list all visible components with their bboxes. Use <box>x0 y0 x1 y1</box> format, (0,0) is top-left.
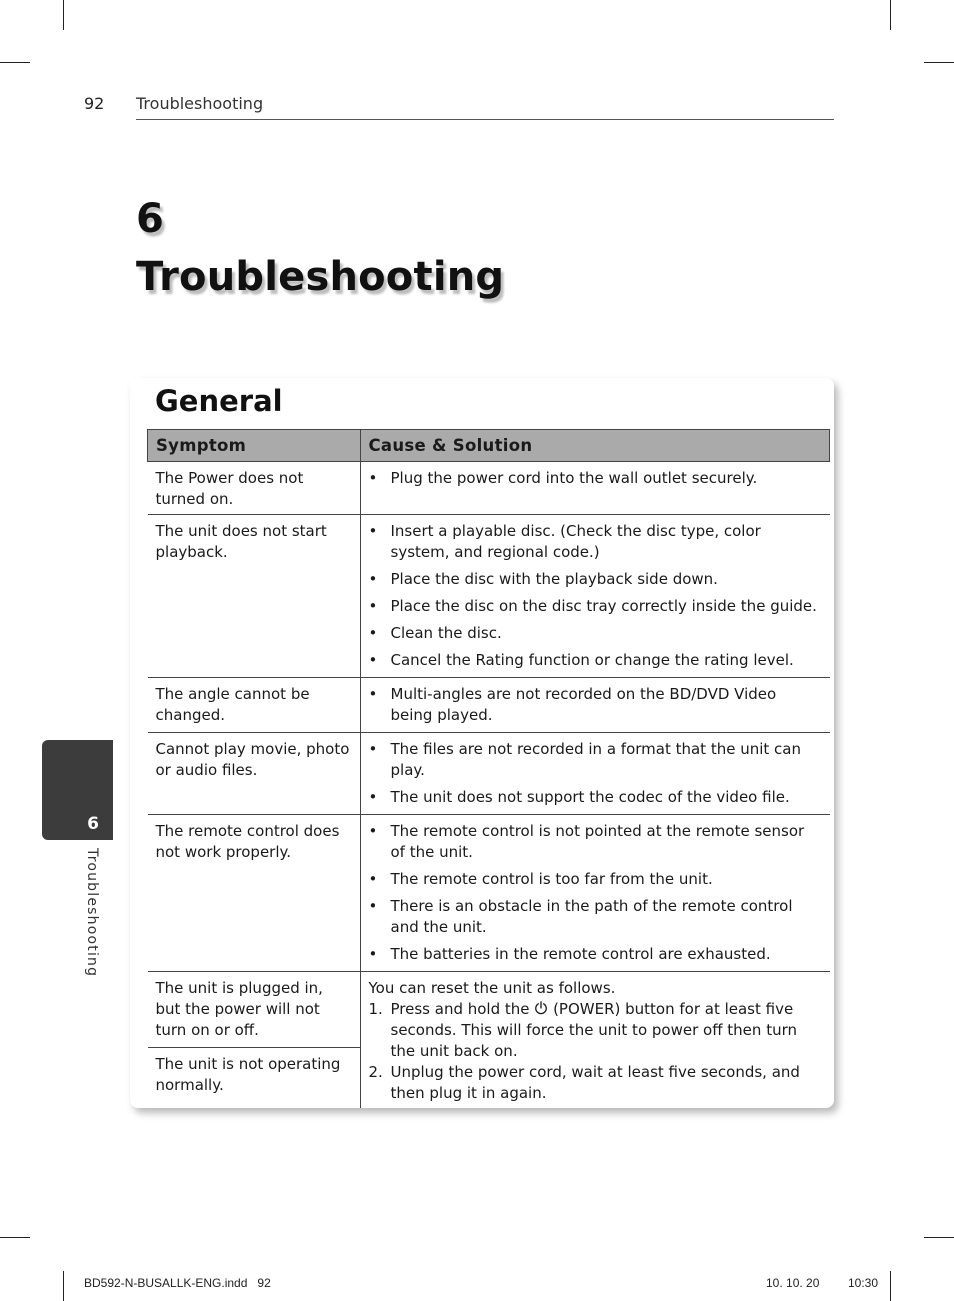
table-row <box>148 815 830 972</box>
crop-mark <box>0 1237 30 1238</box>
step-number: 2. <box>368 1063 383 1081</box>
table-row <box>148 733 830 815</box>
chapter-title: Troubleshooting <box>136 254 505 300</box>
reset-symptom: The unit is plugged in, but the power will not turn on or off. <box>155 979 323 1039</box>
crop-mark <box>63 1271 64 1301</box>
symptom-cell: Cannot play movie, photo or audio files. <box>148 733 361 815</box>
running-header-title: Troubleshooting <box>136 94 264 113</box>
cause-item: • Insert a playable disc. (Check the disc type, color system, and regional code.) <box>369 521 822 563</box>
table-row <box>148 972 830 1109</box>
table-header-row <box>148 430 830 462</box>
side-tab-label: Troubleshooting <box>84 848 100 978</box>
reset-step <box>369 1062 822 1104</box>
column-header-cause: Cause & Solution <box>360 430 830 462</box>
reset-step <box>369 999 822 1062</box>
cause-cell <box>360 462 830 515</box>
cause-item: • Cancel the Rating function or change the rating level. <box>369 650 822 671</box>
cause-item: • The remote control is too far from the unit. <box>369 869 822 890</box>
side-tab-number: 6 <box>87 814 99 834</box>
cause-cell <box>360 678 830 733</box>
symptom-cell: The angle cannot be changed. <box>148 678 361 733</box>
cause-item: • Multi-angles are not recorded on the BD/DVD Video being played. <box>369 684 822 726</box>
step-number: 1. <box>368 1000 383 1018</box>
step-text: Unplug the power cord, wait at least five seconds, and then plug it in again. <box>390 1063 800 1102</box>
column-header-symptom: Symptom <box>148 430 361 462</box>
crop-mark <box>924 1237 954 1238</box>
cause-cell <box>360 733 830 815</box>
crop-mark <box>63 0 64 30</box>
table-row <box>148 515 830 678</box>
troubleshooting-table <box>147 429 830 1108</box>
print-date: 10. 10. 20 <box>766 1276 820 1290</box>
table-row <box>148 678 830 733</box>
power-icon <box>534 1001 548 1015</box>
cause-cell <box>360 815 830 972</box>
cause-item: • The files are not recorded in a format that the unit can play. <box>369 739 822 781</box>
print-time: 10:30 <box>848 1276 879 1290</box>
table-row <box>148 462 830 515</box>
step-text: Press and hold the <box>390 1000 530 1018</box>
cause-cell <box>360 515 830 678</box>
reset-intro: You can reset the unit as follows. <box>368 979 616 997</box>
cause-item: • Clean the disc. <box>369 623 822 644</box>
cause-cell <box>360 972 830 1109</box>
symptom-cell: The remote control does not work properly. <box>148 815 361 972</box>
chapter-side-tab <box>42 740 113 840</box>
header-rule <box>136 119 834 120</box>
crop-mark <box>890 0 891 30</box>
reset-symptom: The unit is not operating normally. <box>155 1055 341 1094</box>
cause-item: • The batteries in the remote control are exhausted. <box>369 944 822 965</box>
step-text: (POWER) button for at least five seconds. This will force the unit to power off then turn the unit back on. <box>390 1000 797 1060</box>
cell-divider <box>148 1047 360 1048</box>
cause-item: • There is an obstacle in the path of the remote control and the unit. <box>369 896 822 938</box>
cause-item: • Place the disc on the disc tray correctly inside the guide. <box>369 596 822 617</box>
print-file-info: BD592-N-BUSALLK-ENG.indd 92 <box>84 1276 271 1290</box>
crop-mark <box>890 1271 891 1301</box>
symptom-cell: The Power does not turned on. <box>148 462 361 515</box>
cause-item: • The unit does not support the codec of the video file. <box>369 787 822 808</box>
crop-mark <box>924 62 954 63</box>
crop-mark <box>0 62 30 63</box>
page-number: 92 <box>84 94 105 113</box>
cause-item: • Place the disc with the playback side down. <box>369 569 822 590</box>
chapter-heading <box>136 190 504 306</box>
section-title: General <box>155 384 283 418</box>
cause-item: • The remote control is not pointed at the remote sensor of the unit. <box>369 821 822 863</box>
symptom-cell <box>148 972 361 1109</box>
chapter-number: 6 <box>136 196 165 242</box>
cause-item: • Plug the power cord into the wall outlet securely. <box>369 468 822 489</box>
symptom-cell: The unit does not start playback. <box>148 515 361 678</box>
